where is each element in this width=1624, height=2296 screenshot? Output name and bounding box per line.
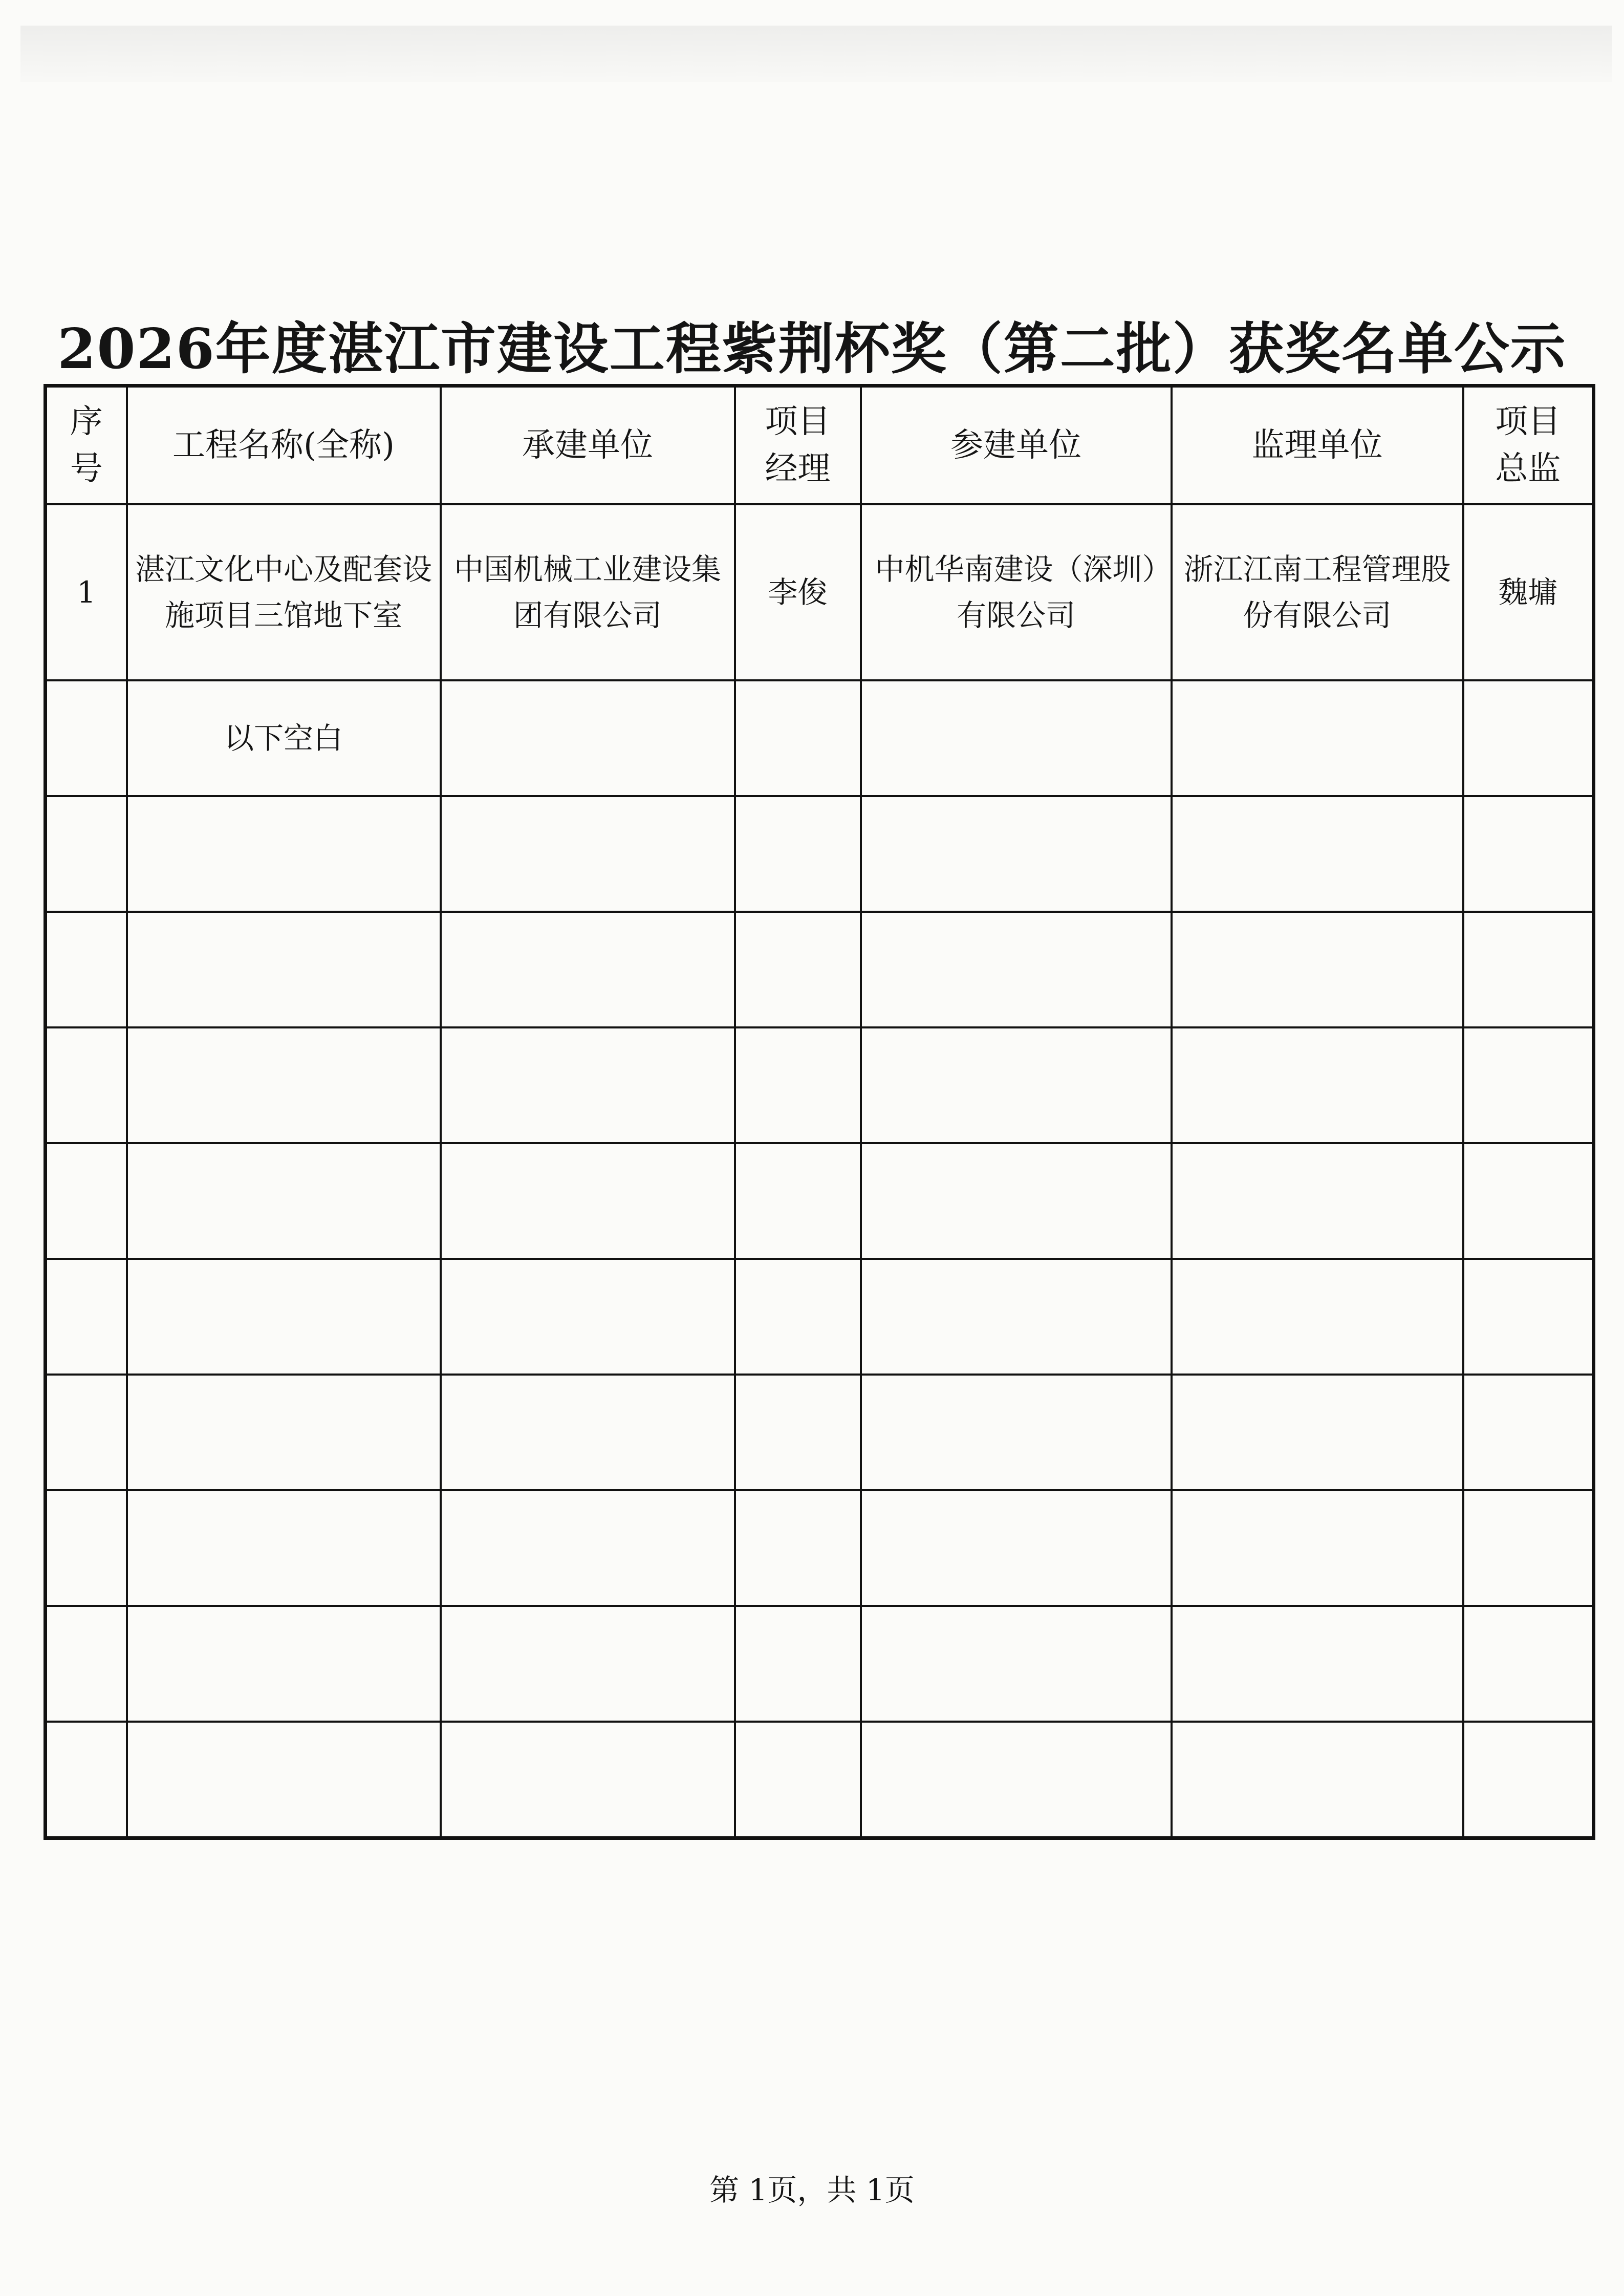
- blank-note: 以下空白: [127, 680, 441, 796]
- empty-cell: [861, 796, 1172, 912]
- header-project-name: 工程名称(全称): [127, 386, 441, 505]
- empty-cell: [127, 1027, 441, 1143]
- empty-cell: [861, 680, 1172, 796]
- empty-cell: [735, 912, 861, 1027]
- table-row-empty: [46, 1606, 1594, 1722]
- empty-cell: [1172, 1375, 1463, 1490]
- empty-cell: [1172, 1606, 1463, 1722]
- empty-cell: [1172, 796, 1463, 912]
- table-row-empty: [46, 796, 1594, 912]
- empty-cell: [127, 796, 441, 912]
- empty-cell: [46, 1375, 127, 1490]
- award-list-table: [44, 384, 1595, 1840]
- empty-cell: [441, 680, 735, 796]
- empty-cell: [861, 1490, 1172, 1606]
- empty-cell: [1172, 1143, 1463, 1259]
- empty-cell: [127, 1375, 441, 1490]
- empty-cell: [127, 1606, 441, 1722]
- empty-cell: [441, 1722, 735, 1838]
- empty-cell: [735, 1143, 861, 1259]
- empty-cell: [1463, 912, 1594, 1027]
- table-row-empty: [46, 1259, 1594, 1375]
- header-project-manager-line1: 项目: [765, 403, 831, 441]
- empty-cell: [46, 1259, 127, 1375]
- empty-cell: [1463, 1490, 1594, 1606]
- cell-project-manager: 李俊: [735, 504, 861, 680]
- table-row-empty: [46, 912, 1594, 1027]
- header-project-manager: [735, 386, 861, 505]
- empty-cell: [1463, 1606, 1594, 1722]
- header-chief-supervisor: [1463, 386, 1594, 505]
- table-header-row: [46, 386, 1594, 505]
- empty-cell: [1172, 1027, 1463, 1143]
- empty-cell: [127, 1490, 441, 1606]
- empty-cell: [1463, 1375, 1594, 1490]
- scan-artifact-band: [20, 26, 1612, 82]
- empty-cell: [1463, 680, 1594, 796]
- empty-cell: [735, 1722, 861, 1838]
- empty-cell: [441, 912, 735, 1027]
- empty-cell: [861, 1375, 1172, 1490]
- table-row-empty: [46, 1722, 1594, 1838]
- empty-cell: [46, 1722, 127, 1838]
- empty-cell: [127, 1259, 441, 1375]
- empty-cell: [46, 680, 127, 796]
- empty-cell: [1172, 680, 1463, 796]
- empty-cell: [861, 1259, 1172, 1375]
- empty-cell: [441, 1606, 735, 1722]
- document-title: 2026年度湛江市建设工程紫荆杯奖（第二批）获奖名单公示: [57, 317, 1567, 382]
- empty-cell: [441, 796, 735, 912]
- empty-cell: [441, 1490, 735, 1606]
- empty-cell: [735, 1606, 861, 1722]
- empty-cell: [1172, 1722, 1463, 1838]
- cell-contractor: 中国机械工业建设集团有限公司: [441, 504, 735, 680]
- empty-cell: [127, 912, 441, 1027]
- table-row-empty: [46, 1375, 1594, 1490]
- empty-cell: [1172, 1490, 1463, 1606]
- header-contractor: 承建单位: [441, 386, 735, 505]
- empty-cell: [46, 1606, 127, 1722]
- empty-cell: [46, 1027, 127, 1143]
- table-row-empty: [46, 1490, 1594, 1606]
- header-seq: 序号: [46, 386, 127, 505]
- table-row: [46, 504, 1594, 680]
- empty-cell: [861, 1027, 1172, 1143]
- empty-cell: [127, 1722, 441, 1838]
- empty-cell: [735, 1027, 861, 1143]
- empty-cell: [441, 1027, 735, 1143]
- empty-cell: [1463, 1027, 1594, 1143]
- table-row-empty: [46, 1027, 1594, 1143]
- empty-cell: [1463, 1143, 1594, 1259]
- empty-cell: [441, 1375, 735, 1490]
- empty-cell: [46, 1490, 127, 1606]
- page-footer: 第 1页，共 1页: [709, 2173, 915, 2207]
- cell-project-name: 湛江文化中心及配套设施项目三馆地下室: [127, 504, 441, 680]
- empty-cell: [46, 912, 127, 1027]
- empty-cell: [127, 1143, 441, 1259]
- empty-cell: [441, 1259, 735, 1375]
- header-supervisor: 监理单位: [1172, 386, 1463, 505]
- empty-cell: [735, 680, 861, 796]
- empty-cell: [1463, 796, 1594, 912]
- empty-cell: [1463, 1259, 1594, 1375]
- header-project-manager-line2: 经理: [765, 450, 831, 488]
- cell-seq: 1: [46, 504, 127, 680]
- empty-cell: [735, 1375, 861, 1490]
- header-participant: 参建单位: [861, 386, 1172, 505]
- header-chief-supervisor-line1: 项目: [1495, 403, 1561, 441]
- empty-cell: [735, 796, 861, 912]
- empty-cell: [441, 1143, 735, 1259]
- empty-cell: [46, 1143, 127, 1259]
- empty-cell: [735, 1490, 861, 1606]
- empty-cell: [861, 912, 1172, 1027]
- empty-cell: [861, 1722, 1172, 1838]
- empty-cell: [735, 1259, 861, 1375]
- empty-cell: [1172, 1259, 1463, 1375]
- empty-cell: [46, 796, 127, 912]
- empty-cell: [861, 1143, 1172, 1259]
- header-chief-supervisor-line2: 总监: [1495, 450, 1561, 488]
- empty-cell: [861, 1606, 1172, 1722]
- empty-cell: [1463, 1722, 1594, 1838]
- cell-participant: 中机华南建设（深圳）有限公司: [861, 504, 1172, 680]
- empty-cell: [1172, 912, 1463, 1027]
- cell-chief-supervisor: 魏墉: [1463, 504, 1594, 680]
- table-row-blank-note: [46, 680, 1594, 796]
- cell-supervisor: 浙江江南工程管理股份有限公司: [1172, 504, 1463, 680]
- table-row-empty: [46, 1143, 1594, 1259]
